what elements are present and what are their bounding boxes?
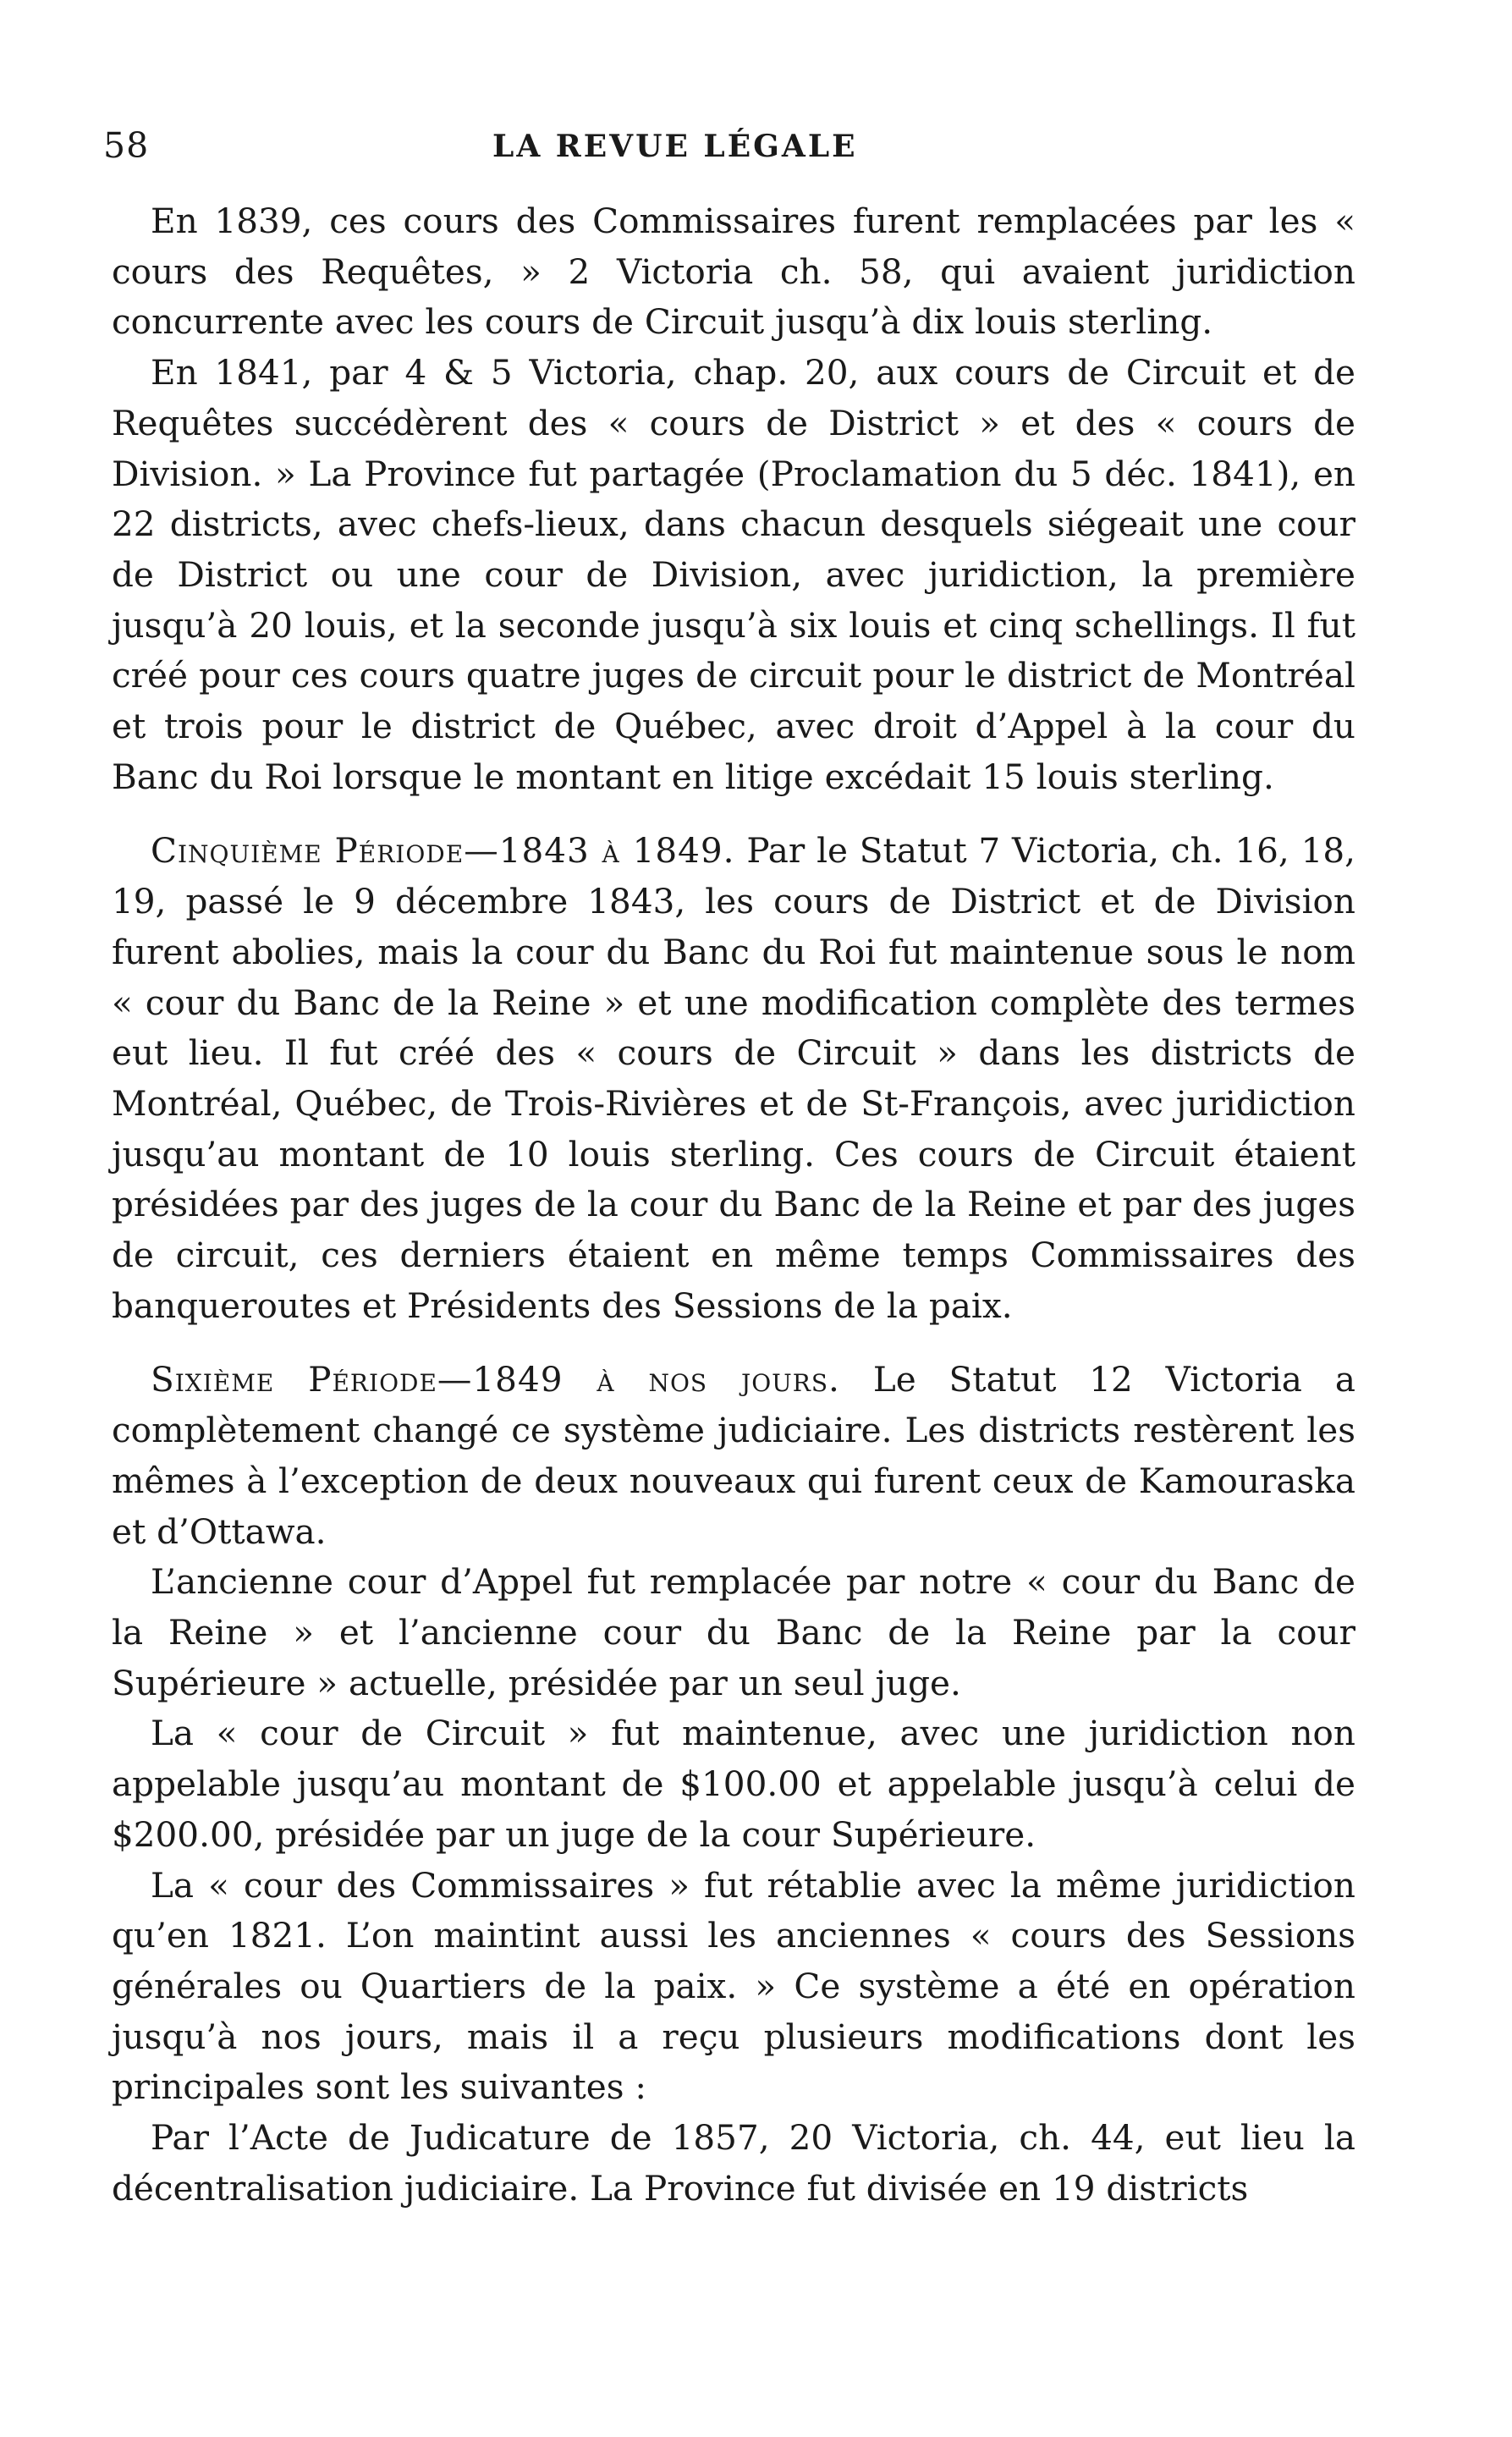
page-number: 58	[103, 125, 150, 166]
paragraph-text: La « cour de Circuit » fut maintenue, avec une juridiction non appelable jusqu’au montant de $100.00 et appelable jusqu’à celui de $200.00, présidée par un juge de la cour Supérieure.	[112, 1713, 1355, 1855]
paragraph	[112, 1708, 1355, 1860]
paragraph	[112, 348, 1355, 802]
period-heading: Sixième Période—1849 à nos jours.	[151, 1359, 840, 1400]
paragraph-text: En 1841, par 4 & 5 Victoria, chap. 20, aux cours de Circuit et de Requêtes succédèrent des « cours de District » et des « cours de Division. » La Province fut partagée (Proclamation du 5 déc. 1841), en 22 districts, avec chefs-lieux, dans chacun desquels siégeait une cour de District ou une cour de Division, avec juridiction, la première jusqu’à 20 louis, et la seconde jusqu’à six louis et cinq schellings. Il fut créé pour ces cours quatre juges de circuit pour le district de Montréal et trois pour le district de Québec, avec droit d’Appel à la cour du Banc du Roi lorsque le montant en litige excédait 15 louis sterling.	[112, 352, 1355, 797]
paragraph-text: En 1839, ces cours des Commissaires furent remplacées par les « cours des Requêtes, » 2 Victoria ch. 58, qui avaient juridiction concurrente avec les cours de Circuit jusqu’à dix louis sterling.	[112, 201, 1355, 343]
page-header	[103, 125, 1355, 176]
paragraph-text: Par le Statut 7 Victoria, ch. 16, 18, 19, passé le 9 décembre 1843, les cours de District et de Division furent abolies, mais la cour du Banc du Roi fut maintenue sous le nom « cour du Banc de la Reine » et une modification complète des termes eut lieu. Il fut créé des « cours de Circuit » dans les districts de Montréal, Québec, de Trois-Rivières et de St-François, avec juridiction jusqu’au montant de 10 louis sterling. Ces cours de Circuit étaient présidées par des juges de la cour du Banc de la Reine et par des juges de circuit, ces derniers étaient en même temps Commissaires des banqueroutes et Présidents des Sessions de la paix.	[112, 830, 1355, 1326]
paragraph-text: Le Statut 12 Victoria a complètement changé ce système judiciaire. Les districts restèrent les mêmes à l’exception de deux nouveaux qui furent ceux de Kamouraska et d’Ottawa.	[112, 1359, 1355, 1552]
paragraph-text: L’ancienne cour d’Appel fut remplacée par notre « cour du Banc de la Reine » et l’ancienne cour du Banc de la Reine par la cour Supérieure » actuelle, présidée par un seul juge.	[112, 1561, 1355, 1703]
paragraph	[112, 1557, 1355, 1708]
body-text	[112, 196, 1355, 2214]
paragraph	[112, 196, 1355, 348]
paragraph	[112, 2113, 1355, 2214]
period-heading: Cinquième Période—1843 à 1849.	[151, 830, 735, 872]
paragraph	[112, 826, 1355, 1331]
running-title: LA REVUE LÉGALE	[492, 129, 858, 164]
paragraph	[112, 1355, 1355, 1557]
paragraph	[112, 1861, 1355, 2114]
paragraph-text: Par l’Acte de Judicature de 1857, 20 Victoria, ch. 44, eut lieu la décentralisation judiciaire. La Province fut divisée en 19 districts	[112, 2117, 1355, 2209]
paragraph-text: La « cour des Commissaires » fut rétablie avec la même juridiction qu’en 1821. L’on maintint aussi les anciennes « cours des Sessions générales ou Quartiers de la paix. » Ce système a été en opération jusqu’à nos jours, mais il a reçu plusieurs modifications dont les principales sont les suivantes :	[112, 1864, 1355, 2108]
